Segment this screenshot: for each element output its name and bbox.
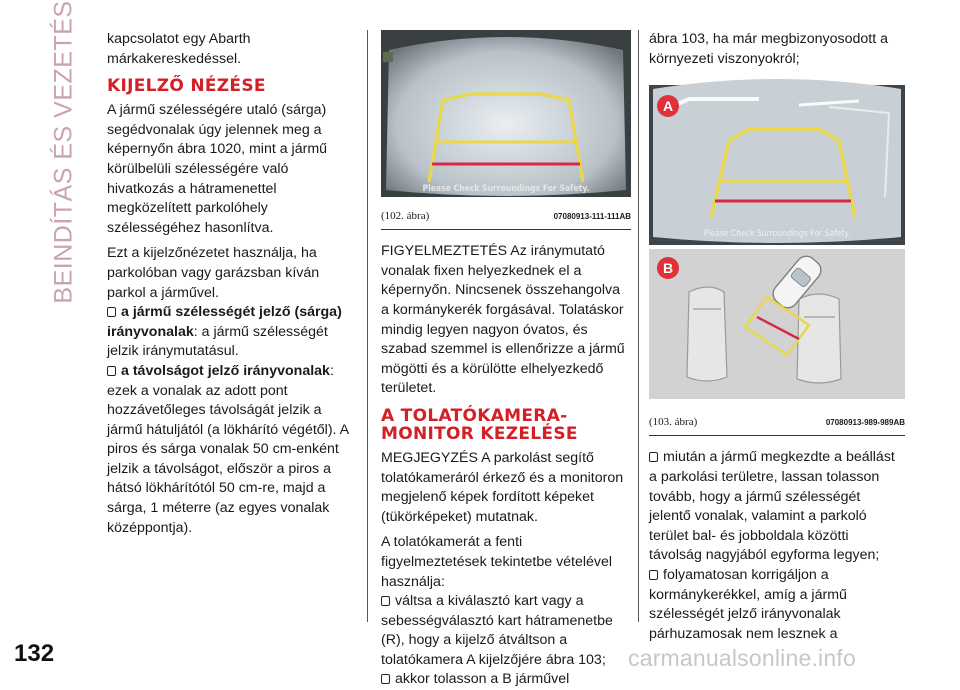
figure-number: (102. ábra): [381, 209, 430, 222]
bullet-term: a távolságot jelző irányvonalak: [121, 362, 330, 379]
watermark: carmanualsonline.info: [628, 645, 856, 671]
bullet-icon: [107, 307, 116, 317]
figure-103: [649, 77, 905, 436]
column-divider: [367, 30, 368, 622]
page-number: 132: [14, 640, 55, 667]
bullet-text: folyamatosan korrigáljon a kormánykerékkel, amíg a jármű szélességét jelző irányvonalak párhuzamosak nem lesznek a: [649, 566, 847, 642]
screen-warning-text: Please Check Surroundings For Safety.: [703, 229, 851, 240]
bullet-text: : ezek a vonalak az adott pont hozzávetőleges távolságát jelzik a jármű hátuljától (a lökhárító végétől). A piros és sárga vonalak 50 cm-enként jelzik a távolságot, először a piros a hátsó lökhárítótól 50 cm-re, majd a sárga, 1 méterre (az egyes vonalak középpontja).: [107, 362, 349, 536]
bullet-item: [649, 566, 905, 644]
section-heading-display: KIJELZŐ NÉZÉSE: [107, 76, 266, 97]
bullet-item: [381, 670, 631, 690]
column-divider: [638, 30, 639, 622]
note-paragraph: MEGJEGYZÉS A parkolást segítő tolatókameráról érkező és a monitoron megjelenő képek fordított képeket (tükörképeket) mutatnak.: [381, 449, 624, 525]
figure-caption: [649, 410, 905, 437]
figure-code: 07080913-111-111AB: [553, 211, 631, 221]
intro-paragraph: ábra 103, ha már megbizonyosodott a környezeti viszonyokról;: [649, 31, 888, 67]
bullet-icon: [381, 596, 390, 606]
figure-code: 07080913-989-989AB: [825, 417, 905, 427]
paragraph: A tolatókamerát a fenti figyelmeztetések tekintetbe vételével használja:: [381, 534, 613, 590]
rear-camera-guidelines-image: [381, 30, 631, 197]
column-middle: [381, 30, 631, 690]
column-right: [649, 30, 905, 644]
figure-number: (103. ábra): [649, 415, 698, 428]
bullet-item: [649, 448, 905, 566]
bullet-item: [381, 592, 631, 670]
paragraph: Ezt a kijelzőnézetet használja, ha parkolóban vagy garázsban kíván parkol a járművel.: [107, 245, 320, 301]
bullet-item: [107, 303, 354, 362]
bullet-text: : a jármű szélességét jelzik iránymutatásul.: [107, 323, 328, 360]
bullet-item: [107, 362, 354, 538]
bullet-term: a jármű szélességét jelző (sárga) irányvonalak: [107, 304, 342, 340]
section-heading-rear-camera: A TOLATÓKAMERA-MONITOR KEZELÉSE: [381, 405, 578, 444]
bullet-text: váltsa a kiválasztó kart vagy a sebességválasztó kart hátramenetbe (R), hogy a kijelző átváltson a tolatókamera A kijelzőjére ábra 103;: [381, 593, 613, 668]
bullet-icon: [381, 674, 390, 684]
intro-paragraph: kapcsolatot egy Abarth márkakereskedéssel.: [107, 31, 251, 67]
figure-caption: [381, 204, 631, 231]
warning-paragraph: FIGYELMEZTETÉS Az iránymutató vonalak fixen helyezkednek el a képernyőn. Nincsenek összehangolva a kormánykerék forgásával. Tolatáskor mindig legyen nagyon óvatos, és szabad szemmel is ellenőrizze a jármű mögötti és a körülötte elhelyezkedő területet.: [381, 243, 625, 397]
bullet-text: miután a jármű megkezdte a beállást a parkolási területre, lassan tolasson tovább, hogy a jármű szélességét jelentő vonalak, valamint a parkoló terület bal- és jobboldala közötti távolság nagyjából egyforma legyen;: [649, 449, 895, 564]
bullet-icon: [107, 366, 116, 376]
bullet-text: akkor tolasson a B járművel: [395, 671, 570, 688]
figure-102: [381, 30, 631, 230]
label-a-badge: A: [657, 95, 679, 117]
bullet-icon: [649, 570, 658, 580]
bullet-icon: [649, 452, 658, 462]
column-left: [107, 30, 354, 538]
paragraph: A jármű szélességére utaló (sárga) segédvonalak úgy jelennek meg a képernyőn ábra 1020, mint a jármű körülbelüli szélességére való hivatkozás a hátramenettel megközelített parkolóhely szélességéhez hasonlítva.: [107, 102, 328, 236]
label-b-badge: B: [657, 257, 679, 279]
screen-warning-text: Please Check Surroundings For Safety.: [422, 184, 590, 194]
section-title-text: BEINDÍTÁS ÉS VEZETÉS: [49, 0, 78, 304]
section-title-vertical: [44, 0, 84, 304]
